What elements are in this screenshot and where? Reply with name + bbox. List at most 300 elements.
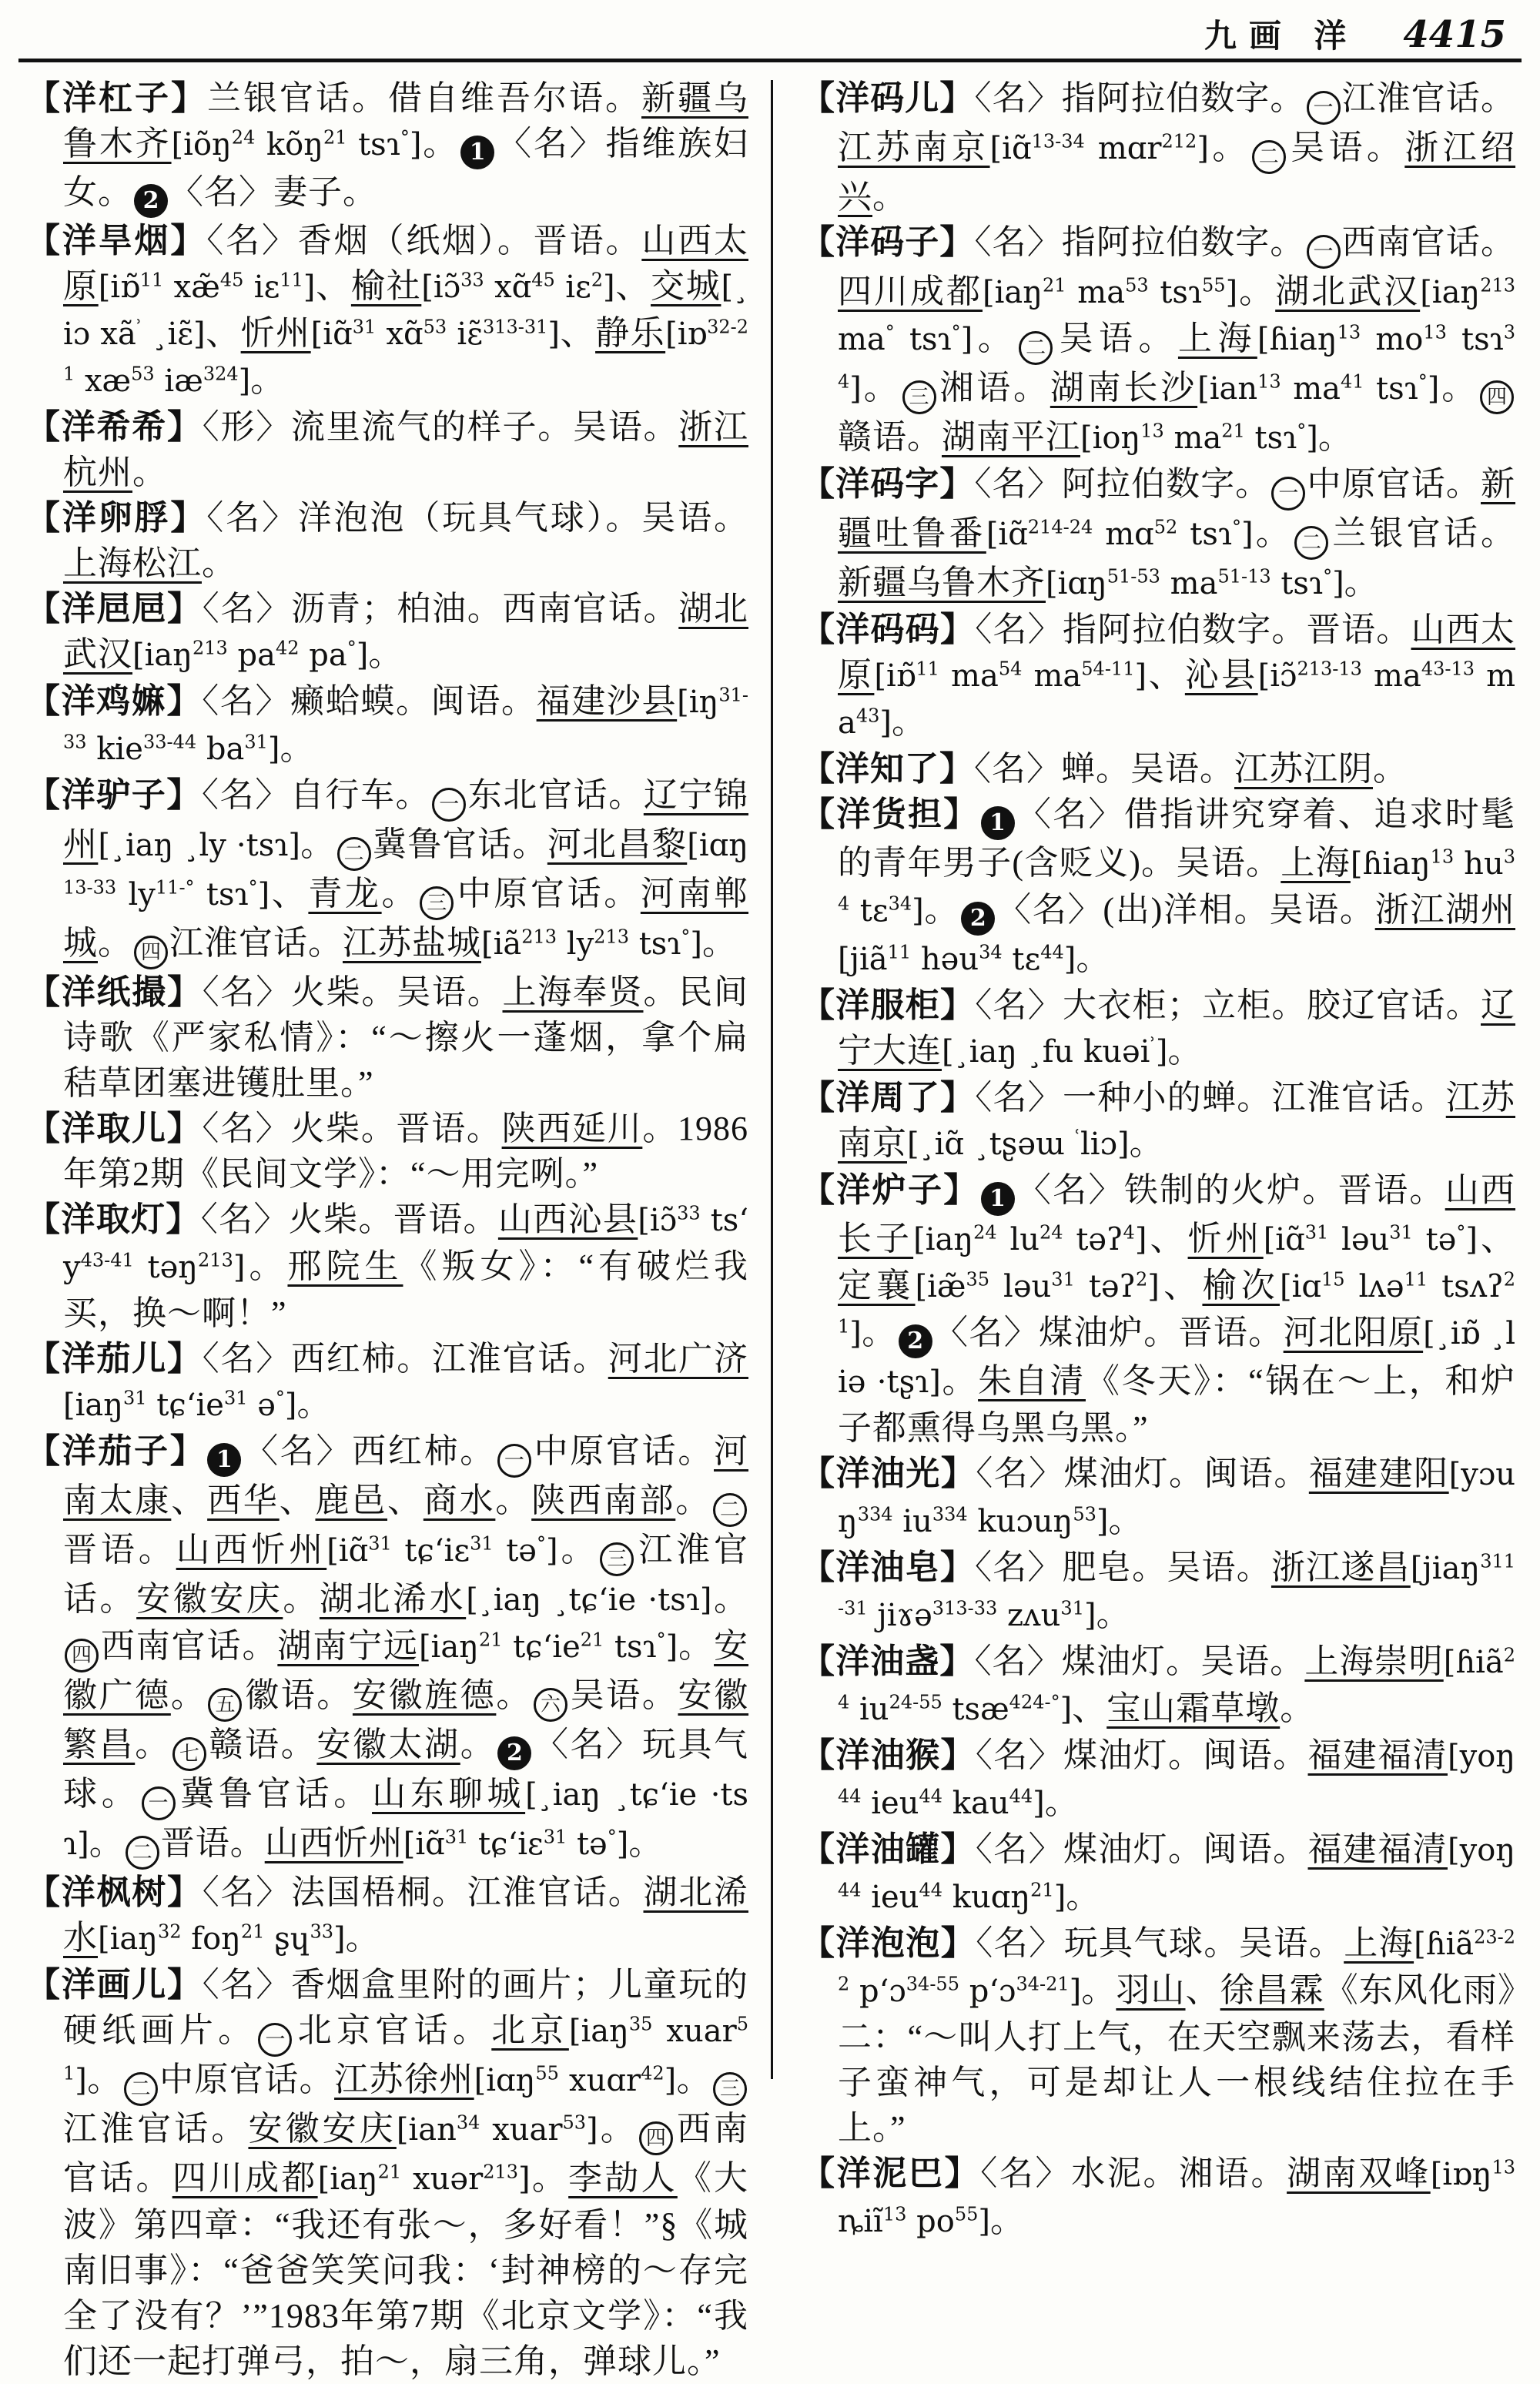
phonetic-transcription: [iɑ̃$^{214-24}$ mɑ$^{52}$ tsɿ°] [986, 516, 1254, 552]
definition-text: 中原官话。 [532, 1432, 715, 1470]
place-or-person-name: 山西太原 [838, 611, 1515, 694]
definition-text: 〈名〉玩具气球。 [63, 1726, 749, 1813]
place-or-person-name: 陕西南部 [531, 1482, 676, 1519]
phonetic-transcription: [¸iɒ̃ ¸liə ·tʂɿ] [838, 1316, 1516, 1400]
place-or-person-name: 上海崇明 [1304, 1642, 1444, 1680]
phonetic-transcription: [iɒ̃$^{11}$ $ma^{54}$ $ma^{54-11}$] [874, 658, 1147, 694]
headword: 【洋周了】 [801, 1079, 976, 1117]
phonetic-transcription: [iɒŋ$^{13}$ ȵiĩ$^{13}$ $po^{55}$] [838, 2156, 1516, 2239]
definition-text: 《叛女》：“有破烂我买，换～啊！” [63, 1247, 749, 1332]
subsense-circled-number: 一 [1271, 477, 1305, 511]
definition-text: 。 [381, 875, 419, 912]
definition-text: 〈名〉火柴。晋语。 [202, 1110, 502, 1147]
place-or-person-name: 安徽安庆 [136, 1580, 283, 1618]
sense-number: 1 [981, 1182, 1015, 1216]
dictionary-entry [26, 218, 748, 404]
definition-text: 。 [1237, 273, 1276, 310]
definition-text: 〈名〉煤油炉。晋语。 [933, 1314, 1284, 1351]
place-or-person-name: 河北广济 [608, 1340, 748, 1378]
definition-text: 。 [1373, 750, 1408, 788]
sense-number: 1 [460, 136, 494, 169]
definition-text: 。 [1081, 1971, 1116, 2009]
place-or-person-name: 山西太原 [63, 222, 749, 305]
definition-text: 。 [1076, 939, 1111, 977]
headword: 【洋泡泡】 [801, 1924, 976, 1962]
definition-text: 中原官话。 [159, 2061, 335, 2098]
place-or-person-name: 四川成都 [838, 273, 983, 310]
phonetic-transcription: [iaŋ$^{32}$ foŋ$^{21}$ ʂɥ$^{33}$] [98, 1920, 346, 1957]
definition-text: 、 [315, 267, 351, 305]
place-or-person-name: 北京 [491, 2011, 569, 2049]
definition-text: 。 [280, 729, 315, 767]
definition-text: 江淮官话。 [63, 1531, 749, 1618]
definition-text: 〈名〉指阿拉伯数字。 [974, 223, 1305, 261]
definition-text: 赣语。 [838, 418, 942, 456]
definition-text: 〈名〉借指讲究穿着、追求时髦的青年男子(含贬义)。吴语。 [838, 795, 1516, 882]
phonetic-transcription: [ɦiã$^{23-22}$ pʻɔ$^{34-55}$ pʻɔ$^{34-21}$] [838, 1926, 1516, 2009]
phonetic-transcription: [yoŋ$^{44}$ ieu$^{44}$ kau$^{44}$] [838, 1739, 1516, 1821]
definition-text: 。 [98, 924, 132, 962]
phonetic-transcription: [iɔ̃$^{33}$ xɑ̃$^{45}$ iɛ$^2$] [421, 269, 615, 305]
page-number: 4415 [1403, 13, 1506, 56]
place-or-person-name: 江苏徐州 [334, 2061, 474, 2098]
place-or-person-name: 上海 [1344, 1924, 1414, 1962]
place-or-person-name: 李劼人 [568, 2159, 678, 2197]
place-or-person-name: 辽宁大连 [838, 986, 1515, 1070]
definition-text: 。 [676, 2061, 712, 2098]
definition-text: 江淮官话。 [169, 924, 343, 962]
place-or-person-name: 安徽旌德 [352, 1676, 497, 1714]
dictionary-entry [26, 586, 748, 678]
place-or-person-name: 上海松江 [63, 544, 202, 582]
definition-text: 晋语。 [160, 1824, 265, 1862]
dictionary-entry [801, 75, 1515, 219]
dictionary-entry [26, 1197, 748, 1336]
headword: 【洋希希】 [26, 408, 203, 446]
definition-text: 。民间诗歌《严家私情》：“～擦火一蓬烟，拿个扁秸草团塞进镬肚里。” [63, 973, 748, 1102]
definition-text: 〈名〉西红柿。 [243, 1432, 496, 1470]
dictionary-entry [801, 983, 1515, 1075]
definition-text: 。 [861, 1314, 897, 1351]
place-or-person-name: 静乐 [595, 314, 666, 352]
sense-number: 1 [981, 806, 1015, 840]
definition-text: 。 [86, 2061, 122, 2098]
subsense-circled-number: 一 [1307, 235, 1341, 269]
place-or-person-name: 山西长子 [838, 1171, 1516, 1257]
phonetic-transcription: [iɔ̃$^{213-13}$ $ma^{43-13}$ $ma^{43}$] [838, 658, 1516, 741]
header-rule [18, 59, 1522, 62]
phonetic-transcription: [ɦiaŋ$^{13}$ $mo^{13}$ tsɿ$^{34}$] [838, 321, 1516, 407]
phonetic-transcription: [iɔ̃$^{33}$ tsʻy$^{43-41}$ təŋ$^{213}$] [63, 1202, 749, 1285]
definition-text: 。 [135, 1726, 171, 1763]
headword: 【洋炉子】 [801, 1171, 979, 1209]
place-or-person-name: 羽山 [1116, 1971, 1186, 2009]
definition-text: 。 [1129, 1124, 1164, 1162]
definition-text: 。 [557, 1531, 599, 1569]
definition-text: 。 [973, 320, 1018, 357]
phonetic-transcription: [iõŋ$^{24}$ kõŋ$^{21}$ tsɿ°] [171, 126, 422, 162]
phonetic-transcription: [iaŋ$^{21}$ tɕʻie$^{21}$ tsɿ°] [418, 1629, 678, 1665]
definition-text: 〈名〉水泥。湘语。 [980, 2155, 1287, 2192]
definition-text: 西南官话。 [100, 1627, 278, 1665]
place-or-person-name: 山东聊城 [372, 1775, 526, 1813]
headword: 【洋杠子】 [26, 79, 207, 117]
definition-text: 。 [1108, 1502, 1143, 1539]
place-or-person-name: 河南郸城 [63, 875, 749, 962]
place-or-person-name: 福建福清 [1307, 1736, 1448, 1774]
definition-text: 《大波》第四章：“我还有张～，多好看！”§《城南旧事》：“爸爸笑笑问我：‘封神榜的～存完全了没有？’”1983年第7期《北京文学》：“我们还一起打弹弓，拍～，扇三角，弹球儿。” [63, 2159, 749, 2380]
dictionary-entry [26, 404, 748, 495]
subsense-circled-number: 二 [337, 837, 371, 871]
definition-text: 、 [171, 1482, 208, 1519]
dictionary-entry [801, 746, 1515, 792]
subsense-circled-number: 二 [126, 1836, 159, 1870]
place-or-person-name: 上海 [1281, 844, 1351, 882]
definition-text: 。 [1044, 1783, 1080, 1821]
dictionary-entry [26, 678, 748, 772]
place-or-person-name: 新疆乌鲁木齐 [838, 564, 1046, 601]
definition-text: 。 [678, 1627, 715, 1665]
definition-text: 。 [940, 1362, 979, 1400]
dictionary-entry [801, 219, 1515, 461]
definition-text: 〈名〉火柴。吴语。 [202, 973, 503, 1011]
subsense-circled-number: 二 [1294, 526, 1328, 560]
place-or-person-name: 安徽广德 [63, 1627, 749, 1714]
dictionary-entry [26, 1428, 748, 1870]
phonetic-transcription: [¸iɑ̃ ¸tʂəɯ $^ʿ$liɔ] [907, 1126, 1130, 1162]
definition-text: 中原官话。 [455, 875, 641, 912]
definition-text: 晋语。 [63, 1531, 176, 1569]
section-title [1204, 11, 1359, 57]
phonetic-transcription: [ian$^{34}$ xuar$^{53}$] [396, 2111, 598, 2148]
definition-text: 〈名〉蝉。吴语。 [974, 750, 1234, 788]
headword: 【洋码码】 [801, 611, 976, 648]
definition-text: 。 [1317, 418, 1353, 456]
dictionary-entry [801, 461, 1515, 607]
place-or-person-name: 湖南长沙 [1050, 369, 1198, 407]
place-or-person-name: 福建沙县 [536, 682, 678, 720]
definition-text: 〈名〉西红柿。江淮官话。 [202, 1340, 608, 1378]
definition-text: 〈名〉(出)洋相。吴语。 [996, 891, 1375, 929]
definition-text: 西南官话。 [63, 2110, 749, 2197]
subsense-circled-number: 二 [1252, 140, 1286, 174]
headword: 【洋油猴】 [801, 1736, 976, 1774]
definition-text: 〈名〉妻子。 [169, 173, 377, 211]
place-or-person-name: 湖南宁远 [277, 1627, 419, 1665]
phonetic-transcription: [iaŋ$^{35}$ xuar$^{51}$] [63, 2013, 749, 2098]
dictionary-entry [801, 1075, 1515, 1167]
place-or-person-name: 安徽繁昌 [63, 1676, 749, 1763]
definition-text: 。 [1439, 369, 1479, 407]
headword: 【洋鸡嫲】 [26, 682, 203, 720]
definition-text: 西南官话。 [1341, 223, 1515, 261]
definition-text: 〈名〉大衣柜；立柜。胶辽官话。 [975, 986, 1481, 1024]
definition-text: 。 [296, 1385, 332, 1423]
place-or-person-name: 徐昌霖 [1220, 1971, 1324, 2009]
sense-number: 2 [134, 184, 168, 218]
phonetic-transcription: [iɑŋ$^{51-53}$ $ma^{51-13}$ tsɿ°] [1046, 565, 1344, 601]
place-or-person-name: 西华 [207, 1482, 280, 1519]
definition-text: 、 [1477, 1220, 1516, 1257]
phonetic-transcription: [iɑ̃$^{31}$ ləu$^{31}$ tə°] [1263, 1221, 1478, 1257]
definition-text: 。1986年第2期《民间文学》：“～用完咧。” [63, 1110, 749, 1193]
subsense-circled-number: 三 [713, 2072, 747, 2106]
place-or-person-name: 沁县 [1184, 656, 1258, 694]
phonetic-transcription: [iɑŋ$^{13-33}$ $ly^{11-^\circ}$ tsɿ°] [63, 828, 749, 912]
definition-text: 。 [170, 1676, 207, 1714]
place-or-person-name: 浙江遂昌 [1270, 1549, 1411, 1586]
place-or-person-name: 江苏南京 [838, 129, 990, 166]
headword: 【洋画儿】 [26, 1966, 203, 2004]
definition-text: 。 [1066, 1877, 1101, 1915]
definition-text: 。 [892, 703, 927, 741]
dictionary-entry [26, 1336, 748, 1428]
definition-text: 《东风化雨》二：“～叫人打上气，在天空飘来荡去，看样子蛮神气，可是却让人一根线结住拉在手上。” [838, 1971, 1516, 2147]
dictionary-entry [26, 1870, 748, 1962]
definition-text: 中原官话。 [1307, 465, 1481, 503]
definition-text: 〈名〉火柴。晋语。 [200, 1200, 498, 1238]
phonetic-transcription: [jiaŋ$^{311-31}$ jiɤə$^{313-33}$ zʌu$^{31}$] [838, 1550, 1516, 1633]
definition-text: 。 [1167, 1032, 1203, 1070]
place-or-person-name: 忻州 [240, 314, 311, 352]
subsense-circled-number: 四 [1480, 380, 1514, 414]
place-or-person-name: 河北昌黎 [547, 825, 688, 863]
headword: 【洋货担】 [801, 795, 979, 833]
subsense-circled-number: 四 [134, 936, 168, 969]
headword: 【洋取灯】 [26, 1200, 201, 1238]
definition-text: 〈名〉煤油灯。闽语。 [975, 1736, 1308, 1774]
place-or-person-name: 上海 [1177, 320, 1257, 357]
definition-text: 。 [1096, 1595, 1131, 1633]
place-or-person-name: 山西忻州 [176, 1531, 327, 1569]
definition-text: 〈名〉洋泡泡（玩具气球）。吴语。 [206, 499, 748, 537]
place-or-person-name: 福建福清 [1307, 1830, 1448, 1868]
subsense-circled-number: 一 [1307, 91, 1341, 125]
dictionary-entry [801, 1545, 1515, 1639]
definition-text: 。 [861, 369, 901, 407]
phonetic-transcription: [iaŋ$^{21}$ xuər$^{213}$] [317, 2161, 531, 2197]
place-or-person-name: 朱自清 [978, 1362, 1086, 1400]
dictionary-entry [801, 1827, 1515, 1920]
definition-text: 。 [1208, 129, 1250, 166]
place-or-person-name: 新疆吐鲁番 [838, 465, 1516, 552]
place-or-person-name: 四川成都 [172, 2159, 318, 2197]
phonetic-transcription: [¸iaŋ ¸ly ·tsɿ] [98, 828, 300, 863]
place-or-person-name: 湖北武汉 [63, 590, 748, 673]
place-or-person-name: 安徽太湖 [316, 1726, 460, 1763]
dictionary-entry [801, 1920, 1515, 2151]
place-or-person-name: 榆次 [1202, 1267, 1280, 1304]
definition-text: 吴语。 [569, 1676, 678, 1714]
definition-text: 。 [530, 2159, 569, 2197]
page-header [1204, 11, 1506, 57]
place-or-person-name: 河北阳原 [1283, 1314, 1424, 1351]
left-column [26, 75, 748, 2384]
phonetic-transcription: [¸iaŋ ¸tɕʻie ·tsɿ] [466, 1582, 712, 1618]
place-or-person-name: 湖南平江 [942, 418, 1080, 456]
definition-text: 吴语。 [1287, 129, 1405, 166]
definition-text: 。 [711, 1580, 748, 1618]
phonetic-transcription: [iaŋ$^{213}$ $pa^{42}$ pa°] [132, 637, 369, 673]
headword: 【洋枫树】 [26, 1873, 203, 1911]
subsense-circled-number: 六 [534, 1688, 567, 1722]
definition-text: 〈名〉玩具气球。吴语。 [976, 1924, 1344, 1962]
right-column [801, 75, 1515, 2245]
place-or-person-name: 浙江杭州 [63, 408, 748, 491]
headword: 【洋服柜】 [801, 986, 976, 1024]
subsense-circled-number: 二 [1019, 331, 1053, 365]
dictionary-entry [26, 1106, 748, 1197]
headword: 【洋油皂】 [801, 1549, 976, 1586]
definition-text: 江淮官话。 [63, 2110, 249, 2148]
sense-number: 2 [899, 1324, 932, 1358]
dictionary-entry [801, 1639, 1515, 1733]
phonetic-transcription: [iɑ$^{15}$ lʌə$^{11}$ tsʌʔ$^{21}$] [838, 1268, 1516, 1351]
phonetic-transcription: [ioŋ$^{13}$ $ma^{21}$ tsɿ°] [1080, 420, 1318, 456]
phonetic-transcription: [iɑ̃$^{31}$ xɑ̃$^{53}$ iɛ̃$^{313-31}$] [310, 316, 561, 352]
place-or-person-name: 湖北浠水 [319, 1580, 467, 1618]
definition-text: 。 [989, 2202, 1025, 2239]
subsense-circled-number: 二 [124, 2072, 158, 2106]
headword: 【洋旱烟】 [26, 222, 207, 259]
sense-number: 2 [497, 1736, 531, 1770]
subsense-circled-number: 三 [420, 886, 454, 920]
place-or-person-name: 浙江湖州 [1374, 891, 1516, 929]
definition-text: 。 [300, 825, 336, 863]
phonetic-transcription: [iaŋ$^{21}$ $ma^{53}$ tsɿ$^{55}$] [983, 274, 1238, 310]
definition-text: 。 [132, 454, 167, 491]
place-or-person-name: 湖北武汉 [1275, 273, 1421, 310]
definition-text: 。 [923, 891, 960, 929]
definition-text: 、 [279, 1482, 316, 1519]
definition-text: 、 [1072, 1689, 1107, 1727]
headword: 【洋驴子】 [26, 776, 202, 814]
definition-text: 〈名〉指阿拉伯数字。 [974, 79, 1305, 117]
phonetic-transcription: [jiã$^{11}$ həu$^{34}$ tɛ$^{44}$] [838, 941, 1076, 977]
definition-text: 〈名〉香烟盒里附的画片；儿童玩的硬纸画片。 [63, 1966, 748, 2049]
definition-text: 、 [1185, 1971, 1220, 2009]
definition-text: 。 [283, 1580, 320, 1618]
definition-text: 冀鲁官话。 [176, 1775, 373, 1813]
definition-text: 东北官话。 [467, 776, 644, 814]
definition-text: 、 [560, 314, 596, 352]
subsense-circled-number: 四 [639, 2121, 673, 2155]
definition-text: 兰银官话。借自维吾尔语。 [207, 79, 641, 117]
column-divider-rule [771, 80, 773, 2079]
phonetic-transcription: [¸iaŋ ¸tɕʻie ·tsɿ] [63, 1777, 749, 1862]
definition-text: 、 [270, 875, 309, 912]
definition-text: 〈名〉煤油灯。闽语。 [975, 1830, 1308, 1868]
definition-text: 。 [675, 1482, 712, 1519]
sense-number: 2 [961, 902, 995, 936]
definition-text: 北京官话。 [293, 2011, 492, 2049]
headword: 【洋知了】 [801, 750, 974, 788]
place-or-person-name: 榆社 [350, 267, 422, 305]
place-or-person-name: 辽宁锦州 [63, 776, 749, 863]
phonetic-transcription: [ɦiã$^{24}$ $iu^{24-55}$ tsæ$^{424-^\circ}$] [838, 1644, 1516, 1727]
definition-text: 《冬天》：“锅在～上，和炉子都熏得乌黑乌黑。” [838, 1362, 1515, 1447]
dictionary-entry [801, 1733, 1515, 1827]
headword: 【洋油光】 [801, 1455, 976, 1492]
definition-text: 〈名〉癞蛤蟆。闽语。 [202, 682, 537, 720]
phonetic-transcription: [yoŋ$^{44}$ ieu$^{44}$ kuɑŋ$^{21}$] [838, 1833, 1516, 1915]
dictionary-entry [26, 772, 748, 969]
definition-text: 。 [598, 2110, 638, 2148]
definition-text: 〈名〉指阿拉伯数字。晋语。 [975, 611, 1411, 648]
definition-text: 〈名〉煤油灯。吴语。 [974, 1642, 1305, 1680]
phonetic-transcription: [iæ̃$^{35}$ ləu$^{31}$ təʔ$^2$] [915, 1268, 1160, 1304]
phonetic-transcription: [$iŋ^{31-33}$ kie$^{33-44}$ $ba^{31}$] [63, 684, 748, 767]
headword: 【洋纸撮】 [26, 973, 203, 1011]
definition-text: 〈名〉沥青；柏油。西南官话。 [202, 590, 679, 628]
headword: 【洋取儿】 [26, 1110, 203, 1147]
definition-text: 〈名〉一种小的蝉。江淮官话。 [975, 1079, 1446, 1117]
phonetic-transcription: [iɑŋ$^{55}$ xuɑr$^{42}$] [474, 2062, 677, 2098]
definition-text: 江淮官话。 [1341, 79, 1515, 117]
subsense-circled-number: 五 [208, 1688, 242, 1722]
phonetic-transcription: [¸iɔ $xã^ʾ$ ¸iɛ̃] [63, 270, 749, 352]
place-or-person-name: 山西忻州 [264, 1824, 403, 1862]
phonetic-transcription: [iɑ̃$^{31}$ tɕʻiɛ$^{31}$ tə°] [326, 1532, 558, 1569]
place-or-person-name: 鹿邑 [315, 1482, 388, 1519]
subsense-circled-number: 三 [600, 1542, 634, 1576]
place-or-person-name: 湖北浠水 [63, 1873, 748, 1957]
dictionary-entry [26, 1962, 748, 2384]
definition-text: 〈名〉香烟（纸烟）。晋语。 [206, 222, 642, 259]
subsense-circled-number: 一 [432, 788, 466, 822]
definition-text: 。 [460, 1726, 497, 1763]
definition-text: 〈名〉煤油灯。闽语。 [976, 1455, 1309, 1492]
place-or-person-name: 山西沁县 [497, 1200, 638, 1238]
subsense-circled-number: 一 [142, 1786, 176, 1820]
place-or-person-name: 定襄 [838, 1267, 916, 1304]
definition-text: 〈名〉法国梧桐。江淮官话。 [202, 1873, 644, 1911]
definition-text: 。 [345, 1919, 380, 1957]
place-or-person-name: 福建建阳 [1308, 1455, 1449, 1492]
headword: 【洋卵脬】 [26, 499, 207, 537]
definition-text: 吴语。 [1054, 320, 1178, 357]
phonetic-transcription: [iɒ̃$^{11}$ xæ̃$^{45}$ iɛ$^{11}$] [98, 269, 316, 305]
definition-text: 。 [872, 178, 907, 216]
definition-text: 。 [1253, 514, 1293, 552]
definition-text: 〈形〉流里流气的样子。吴语。 [202, 408, 679, 446]
definition-text: 、 [1147, 656, 1185, 694]
subsense-circled-number: 二 [713, 1493, 747, 1527]
phonetic-transcription: [yɔuŋ$^{334}$ $iu^{334}$ kuɔuŋ$^{53}$] [838, 1457, 1516, 1539]
definition-text: 。 [421, 125, 460, 162]
headword: 【洋茄子】 [26, 1432, 206, 1470]
phonetic-transcription: [ian$^{13}$ $ma^{41}$ tsɿ°] [1197, 370, 1440, 407]
dictionary-entry [26, 75, 748, 218]
definition-text: 。 [250, 361, 286, 399]
headword: 【洋码子】 [801, 223, 975, 261]
dictionary-entry [26, 969, 748, 1106]
headword: 【洋茄儿】 [26, 1340, 203, 1378]
dictionary-entry [801, 1167, 1515, 1451]
definition-text: 冀鲁官话。 [372, 825, 547, 863]
definition-text: 。 [202, 544, 236, 582]
dictionary-entry [801, 792, 1515, 983]
headword: 【洋泥巴】 [801, 2155, 981, 2192]
section-head-char: 洋 [1314, 19, 1359, 55]
definition-text: 〈名〉阿拉伯数字。 [974, 465, 1270, 503]
phonetic-transcription: [ɦiaŋ$^{13}$ $hu^{34}$ tɛ$^{34}$] [838, 845, 1515, 929]
headword: 【洋油罐】 [801, 1830, 976, 1868]
phonetic-transcription: [¸iaŋ ¸fu kuəi$^ʾ$] [942, 1033, 1168, 1070]
definition-text: 、 [205, 314, 241, 352]
place-or-person-name: 安徽安庆 [248, 2110, 397, 2148]
dictionary-entry [801, 2151, 1515, 2245]
